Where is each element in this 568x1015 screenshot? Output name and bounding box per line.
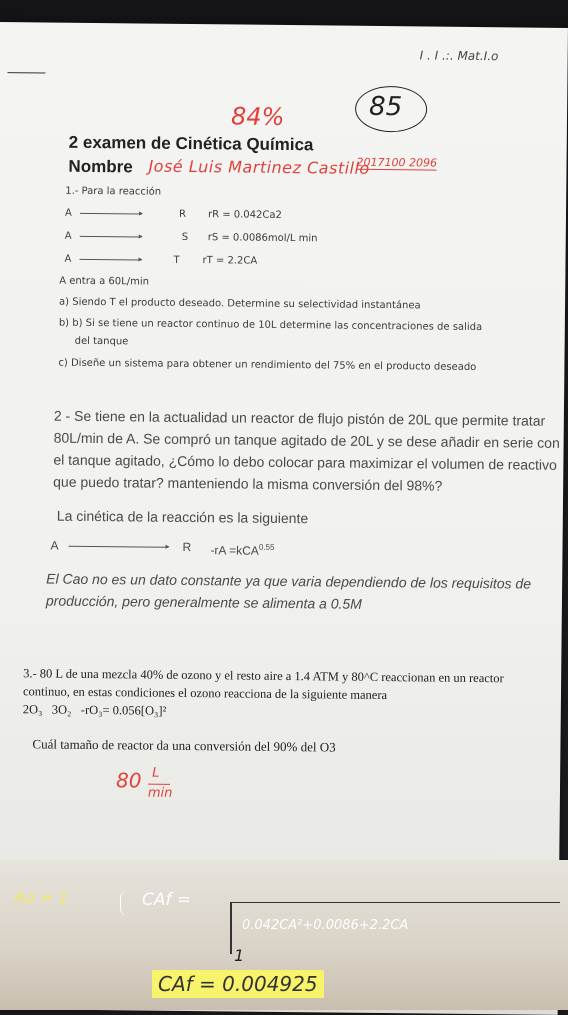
q1-feed: A entra a 60L/min — [59, 275, 150, 288]
q1-product-2: S — [181, 231, 189, 243]
hand-flow-number: 80 — [115, 768, 142, 793]
student-name: José Luis Martinez Castillo — [148, 156, 370, 178]
reaction-arrow — [69, 546, 169, 548]
reaction-arrow — [80, 213, 142, 215]
q1-reactant-2: A — [64, 230, 72, 242]
hand-flow-unit-top: L — [152, 765, 160, 781]
q1-reactant-3: A — [64, 253, 72, 265]
q2-rate: -rA =kCA$^{0.55}$ — [210, 542, 275, 558]
hand-caf-label: CAf = — [142, 890, 192, 910]
fraction-bar — [148, 784, 170, 785]
q2-line-2: 80L/min de A. Se compró un tanque agitado de 20L y se dese añadir en serie con — [53, 429, 560, 451]
q1-rate-3: rT = 2.2CA — [202, 255, 258, 267]
q3-eq-left: 2O₃ — [22, 702, 43, 717]
q1-rate-2: rS = 0.0086mol/L min — [207, 232, 318, 245]
q1-product-3: T — [173, 254, 180, 266]
q2-reactant: A — [50, 538, 59, 553]
hand-ao: Ao = 1 — [14, 888, 69, 907]
q2-line-4: que puedo tratar? manteniendo la misma conversión del 98%? — [53, 473, 443, 494]
q3-eq-rate: -rO₃= 0.056[O₃]² — [80, 702, 167, 718]
grade-circled: 85 — [368, 91, 403, 123]
q1-part-b-cont: del tanque — [74, 335, 129, 348]
q3-line-2: continuo, en estas condiciones el ozono reacciona de la siguiente manera — [22, 684, 388, 703]
exam-title: 2 examen de Cinética Química — [68, 132, 314, 155]
q1-reactant-1: A — [64, 207, 72, 219]
bracket-mark — [120, 890, 135, 916]
name-label: Nombre — [68, 156, 133, 177]
radical-stroke — [230, 902, 232, 954]
handwritten-work-area — [0, 860, 568, 1010]
highlighted-result: CAf = 0.004925 — [152, 970, 324, 998]
reaction-arrow — [80, 236, 142, 238]
q1-part-a: a) Siendo T el producto deseado. Determine su selectividad instantánea — [59, 296, 421, 312]
hand-numerator: 1 — [234, 946, 245, 965]
q2-line-3: el tanque agitado, ¿Cómo lo debo colocar para maximizar el volumen de reactivo — [53, 451, 557, 473]
q2-product: R — [182, 539, 192, 555]
q3-question: Cuál tamaño de reactor da una conversión del 90% del O3 — [32, 736, 336, 755]
q3-equation — [23, 702, 167, 719]
q1-intro: 1.- Para la reacción — [65, 185, 162, 198]
q2-note-2: producción, pero generalmente se alimenta a 0.5M — [45, 592, 362, 612]
hand-flow-unit-bottom: min — [147, 785, 173, 801]
radical-bar — [230, 902, 560, 903]
top-scribble: I . I .:. Mat.I.o — [419, 48, 499, 64]
q1-part-c: c) Diseñe un sistema para obtener un rendimiento del 75% en el producto deseado — [58, 357, 477, 374]
q2-line-1: 2 - Se tiene en la actualidad un reactor de flujo pistón de 20L que permite tratar — [53, 407, 546, 429]
q3-line-1: 3.- 80 L de una mezcla 40% de ozono y el resto aire a 1.4 ATM y 80^C reaccionan en un reactor — [23, 666, 504, 686]
q2-note-1: El Cao no es un dato constante ya que varia dependiendo de los requisitos de — [46, 570, 532, 592]
student-id: 2017100 2096 — [356, 155, 438, 170]
q2-rate-exponent: 0.55 — [258, 542, 275, 552]
grade-percent: 84% — [230, 102, 285, 131]
q1-part-b: b) b) Si se tiene un reactor continuo de 10L determine las concentraciones de salida — [58, 317, 483, 334]
q3-eq-right: 3O₂ — [51, 702, 72, 717]
q1-rate-1: rR = 0.042Ca2 — [207, 209, 282, 221]
q2-kinetics-label: La cinética de la reacción es la siguiente — [56, 507, 309, 527]
reaction-arrow — [80, 259, 142, 261]
corner-mark — [7, 72, 45, 73]
q1-product-1: R — [178, 208, 187, 220]
hand-denominator: 0.042CA²+0.0086+2.2CA — [242, 918, 409, 933]
